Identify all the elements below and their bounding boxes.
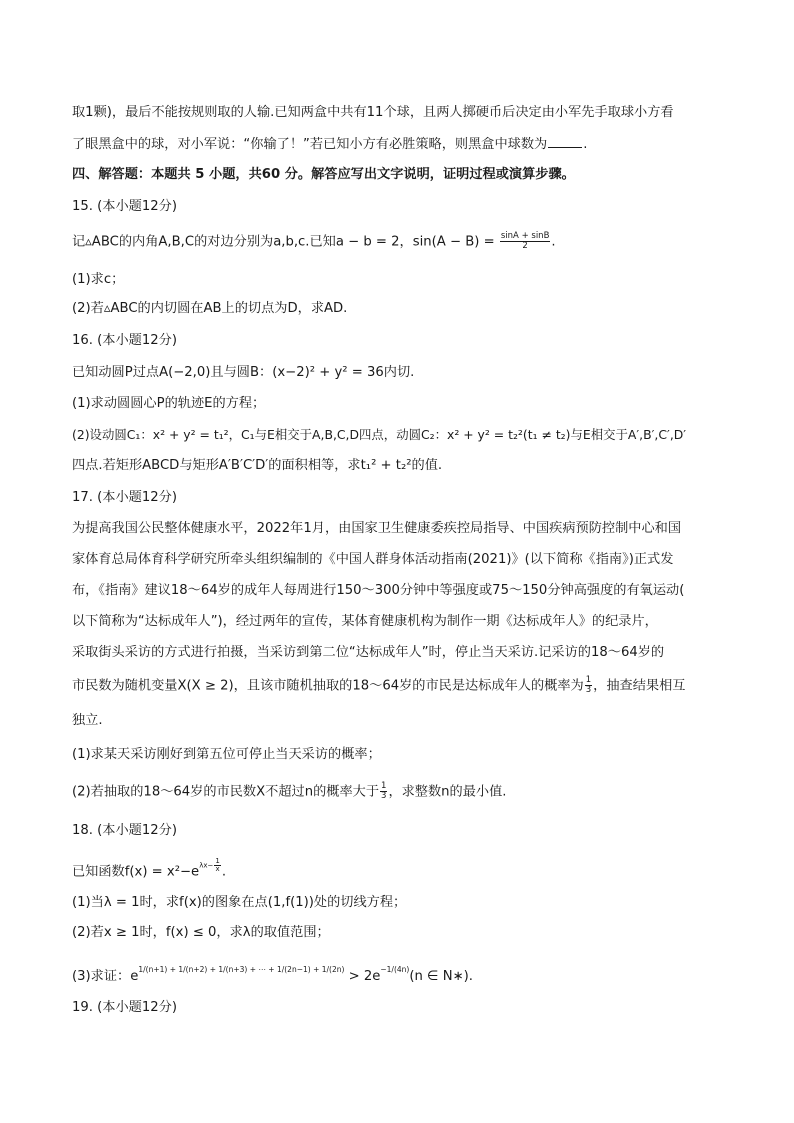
q15-stem-text: 记▵ABC的内角A,B,C的对边分别为a,b,c.已知a − b = 2，sin(A − B) = [72,234,499,250]
q17-part-1: (1)求某天采访刚好到第五位可停止当天采访的概率； [72,747,381,762]
q15-part-2: (2)若▵ABC的内切圆在AB上的切点为D，求AD. [72,301,348,316]
q18-exponent-denominator: x [215,865,220,873]
q18-part-3-compare: > 2e [344,969,381,984]
q16-stem: 已知动圆P过点A(−2,0)且与圆B：(x−2)² + y² = 36内切. [72,365,415,380]
q17-stem-line-2: 家体育总局体育科学研究所牵头组织编制的《中国人群身体活动指南(2021)》(以下简称《指南》)正式发 [72,552,674,567]
q17-stem-line-7: 独立. [72,713,103,728]
q15-stem-end: . [551,234,556,250]
q18-stem-end: . [221,864,227,880]
q17-probability-fraction [585,676,592,695]
q18-part-3-exponent-2: −1/(4n) [380,965,410,974]
q17-fraction-denominator: 3 [585,685,592,695]
q18-part-2: (2)若x ≥ 1时，f(x) ≤ 0，求λ的取值范围； [72,925,330,940]
section-heading-4: 四、解答题：本题共 5 小题，共60 分。解答应写出文字说明，证明过程或演算步骤。 [72,167,575,182]
q15-heading: 15. (本小题12分) [72,199,177,214]
q14-continued-line-1: 取1颗)，最后不能按规则取的人输.已知两盒中共有11个球，且两人掷硬币后决定由小军先手取球小方看 [72,105,674,120]
q18-stem-text: 已知函数f(x) = x²−e [72,864,200,880]
q18-part-3 [72,966,714,986]
q18-part-3-end: (n ∈ N∗). [409,969,473,984]
q15-fraction-numerator: sinA + sinB [500,231,550,241]
q18-heading: 18. (本小题12分) [72,823,177,838]
q15-fraction [500,232,551,251]
q18-exponent-fraction [214,858,220,873]
q18-exponent-text: λx− [199,861,214,870]
q18-part-1: (1)当λ = 1时，求f(x)的图象在点(1,f(1))处的切线方程； [72,895,407,910]
q17-heading: 17. (本小题12分) [72,490,177,505]
q14-period: . [583,137,588,152]
q16-part-2-line-1: (2)设动圆C₁：x² + y² = t₁²，C₁与E相交于A,B,C,D四点，动圆C₂：x² + y² = t₂²(t₁ ≠ t₂)与E相交于A′,B′,C′,D′ [72,427,687,442]
q18-stem [72,858,714,882]
q17-part-2-text: (2)若抽取的18～64岁的市民数X不超过n的概率大于 [72,784,380,800]
q16-heading: 16. (本小题12分) [72,333,177,348]
q14-text: 了眼黑盒中的球，对小军说：“你输了！”若已知小方有必胜策略，则黑盒中球数为 [72,137,548,152]
q17-part-2-fraction [380,782,387,801]
q15-part-1: (1)求c； [72,272,125,287]
q17-stem-text: 市民数为随机变量X(X ≥ 2)，且该市随机抽取的18～64岁的市民是达标成年人的概率为 [72,678,584,694]
q17-stem-line-3: 布，《指南》建议18～64岁的成年人每周进行150～300分钟中等强度或75～150分钟高强度的有氧运动( [72,583,685,598]
q17-stem-line-6 [72,676,714,696]
q16-part-2-line-2: 四点.若矩形ABCD与矩形A′B′C′D′的面积相等，求t₁² + t₂²的值. [72,458,443,473]
q19-heading: 19. (本小题12分) [72,1000,177,1015]
q18-exponent-numerator: 1 [215,857,220,865]
q18-part-3-exponent: 1/(n+1) + 1/(n+2) + 1/(n+3) + ⋯ + 1/(2n−1) + 1/(2n) [138,965,345,974]
q18-part-3-text: (3)求证：e [72,969,139,984]
q18-exponent [199,858,222,873]
q15-fraction-denominator: 2 [522,241,528,251]
q17-part-2-end: ，求整数n的最小值. [388,784,507,800]
q14-continued-line-2 [72,135,714,154]
q17-stem-line-5: 采取街头采访的方式进行拍摄，当采访到第二位“达标成年人”时，停止当天采访.记采访的18～64岁的 [72,645,665,660]
q17-part-2-numerator: 1 [381,781,387,791]
q17-stem-line-1: 为提高我国公民整体健康水平，2022年1月，由国家卫生健康委疾控局指导、中国疾病预防控制中心和国 [72,521,682,536]
q15-stem [72,232,714,252]
q16-part-1: (1)求动圆圆心P的轨迹E的方程； [72,396,266,411]
q17-stem-line-4: 以下简称为“达标成年人”)，经过两年的宣传，某体育健康机构为制作一期《达标成年人》的纪录片， [72,614,658,629]
answer-blank [548,135,582,148]
q17-part-2-denominator: 3 [381,791,387,801]
q17-stem-end: ，抽查结果相互 [593,678,686,694]
q17-part-2 [72,782,714,802]
q17-fraction-numerator: 1 [585,675,592,685]
